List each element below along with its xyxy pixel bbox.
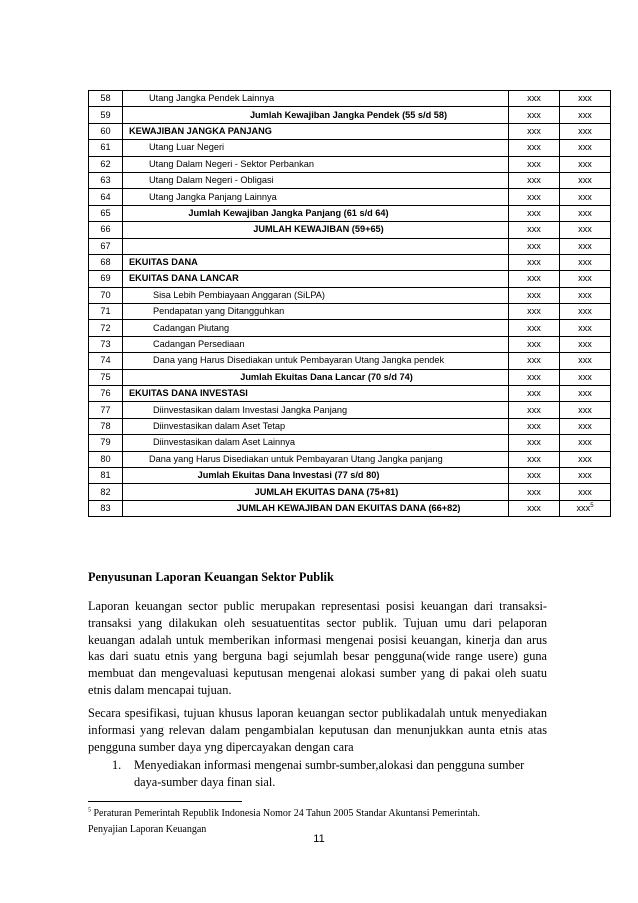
value-cell: xxx — [560, 189, 611, 205]
row-description: JUMLAH EKUITAS DANA (75+81) — [123, 484, 509, 500]
value-cell: xxx — [560, 467, 611, 483]
value-cell: xxx — [560, 238, 611, 254]
table-row — [89, 369, 611, 385]
row-number: 63 — [89, 172, 123, 188]
row-number: 69 — [89, 271, 123, 287]
value-cell: xxx — [560, 172, 611, 188]
row-number: 59 — [89, 107, 123, 123]
table-row — [89, 91, 611, 107]
table-row — [89, 287, 611, 303]
value-cell: xxx — [560, 304, 611, 320]
value-cell: xxx — [509, 402, 560, 418]
value-cell: xxx — [509, 320, 560, 336]
value-cell: xxx — [509, 386, 560, 402]
footnote-marker: 5 — [590, 502, 594, 509]
row-description: Jumlah Kewajiban Jangka Pendek (55 s/d 58) — [123, 107, 509, 123]
value-cell: xxx — [560, 287, 611, 303]
value-cell: xxx — [509, 467, 560, 483]
value-cell: xxx — [509, 140, 560, 156]
row-number: 81 — [89, 467, 123, 483]
table-row — [89, 435, 611, 451]
table-row — [89, 238, 611, 254]
value-cell: xxx — [560, 484, 611, 500]
value-cell: xxx — [509, 500, 560, 516]
row-description: JUMLAH KEWAJIBAN DAN EKUITAS DANA (66+82) — [123, 500, 509, 516]
row-number: 75 — [89, 369, 123, 385]
row-description: Diinvestasikan dalam Aset Tetap — [123, 418, 509, 434]
row-number: 74 — [89, 353, 123, 369]
row-description: Utang Jangka Panjang Lainnya — [123, 189, 509, 205]
table-row — [89, 467, 611, 483]
table-row — [89, 484, 611, 500]
row-number: 73 — [89, 336, 123, 352]
row-description: Jumlah Ekuitas Dana Investasi (77 s/d 80) — [123, 467, 509, 483]
value-cell: xxx — [509, 172, 560, 188]
table-row — [89, 205, 611, 221]
value-cell: xxx — [509, 435, 560, 451]
row-description: EKUITAS DANA LANCAR — [123, 271, 509, 287]
row-description: Utang Luar Negeri — [123, 140, 509, 156]
value-cell: xxx — [509, 484, 560, 500]
paragraph: Laporan keuangan sector public merupakan representasi posisi keuangan dari transaksi-transaksi yang dilakukan oleh sesuatuentitas sector publik. Tujuan umu dari pelaporan keuangan adalah untuk memberikan informasi mengenai posisi keuangan, kinerja dan arus kas dari suatu etnis yang berguna bagi sejumlah besar pengguna(wide range usere) guna membuat dan mengevaluasi keputusan mengenai alokasi sumber yang di pakai oleh suatu etnis dalam mencapai tujuan. — [88, 599, 547, 697]
row-number: 60 — [89, 123, 123, 139]
row-number: 72 — [89, 320, 123, 336]
row-number: 71 — [89, 304, 123, 320]
value-cell: xxx — [509, 304, 560, 320]
table-row — [89, 402, 611, 418]
table-row — [89, 254, 611, 270]
balance-sheet-table — [88, 90, 611, 517]
value-cell: xxx — [509, 369, 560, 385]
row-number: 83 — [89, 500, 123, 516]
row-description: Dana yang Harus Disediakan untuk Pembayaran Utang Jangka pendek — [123, 353, 509, 369]
value-cell: xxx — [560, 123, 611, 139]
footnote-line: Penyajian Laporan Keuangan — [88, 824, 207, 835]
row-description: EKUITAS DANA — [123, 254, 509, 270]
value-cell: xxx — [560, 336, 611, 352]
row-description: Diinvestasikan dalam Investasi Jangka Panjang — [123, 402, 509, 418]
value-cell: xxx — [509, 123, 560, 139]
row-number: 82 — [89, 484, 123, 500]
table-row — [89, 172, 611, 188]
value-cell: xxx — [560, 418, 611, 434]
value-cell: xxx — [509, 451, 560, 467]
table-row — [89, 451, 611, 467]
row-number: 67 — [89, 238, 123, 254]
value-cell: xxx — [560, 386, 611, 402]
table-row — [89, 386, 611, 402]
row-number: 66 — [89, 222, 123, 238]
row-number: 77 — [89, 402, 123, 418]
table-row — [89, 418, 611, 434]
value-cell: xxx — [509, 189, 560, 205]
table-row — [89, 304, 611, 320]
section-heading: Penyusunan Laporan Keuangan Sektor Publik — [88, 570, 334, 584]
row-number: 64 — [89, 189, 123, 205]
row-description: Utang Jangka Pendek Lainnya — [123, 91, 509, 107]
value-cell: xxx — [560, 320, 611, 336]
table-row — [89, 353, 611, 369]
value-cell: xxx — [509, 222, 560, 238]
table-row — [89, 123, 611, 139]
value-cell: xxx — [560, 156, 611, 172]
value-cell: xxx — [509, 238, 560, 254]
value-cell: xxx — [509, 353, 560, 369]
value-cell: xxx — [509, 205, 560, 221]
row-number: 76 — [89, 386, 123, 402]
value-cell: xxx — [509, 271, 560, 287]
row-description: Utang Dalam Negeri - Obligasi — [123, 172, 509, 188]
value-cell: xxx — [560, 254, 611, 270]
value-cell: xxx — [560, 402, 611, 418]
page-number: 11 — [313, 833, 325, 845]
list-number: 1. — [112, 758, 122, 772]
value-cell: xxx — [509, 107, 560, 123]
row-description: Cadangan Piutang — [123, 320, 509, 336]
footnote-divider — [88, 801, 242, 802]
value-cell: xxx — [560, 369, 611, 385]
value-cell: xxx — [509, 254, 560, 270]
table-row — [89, 140, 611, 156]
row-description: Sisa Lebih Pembiayaan Anggaran (SiLPA) — [123, 287, 509, 303]
table-row — [89, 189, 611, 205]
row-description: Utang Dalam Negeri - Sektor Perbankan — [123, 156, 509, 172]
value-cell: xxx — [560, 205, 611, 221]
value-cell: xxx — [560, 91, 611, 107]
row-description: Jumlah Ekuitas Dana Lancar (70 s/d 74) — [123, 369, 509, 385]
row-description: Dana yang Harus Disediakan untuk Pembayaran Utang Jangka panjang — [123, 451, 509, 467]
table-row — [89, 336, 611, 352]
value-cell: xxx — [560, 222, 611, 238]
value-cell: xxx — [560, 107, 611, 123]
table-row — [89, 107, 611, 123]
value-cell: xxx — [560, 140, 611, 156]
row-description: KEWAJIBAN JANGKA PANJANG — [123, 123, 509, 139]
row-description: Diinvestasikan dalam Aset Lainnya — [123, 435, 509, 451]
value-cell: xxx — [560, 271, 611, 287]
row-number: 65 — [89, 205, 123, 221]
list-text: Menyediakan informasi mengenai sumbr-sumber,alokasi dan pengguna sumber daya-sumber daya finan sial. — [134, 758, 525, 789]
row-description — [123, 238, 509, 254]
row-description: Pendapatan yang Ditangguhkan — [123, 304, 509, 320]
value-cell: xxx — [509, 156, 560, 172]
value-cell: xxx — [509, 91, 560, 107]
value-cell: xxx — [509, 287, 560, 303]
table-row — [89, 156, 611, 172]
value-cell: xxx — [509, 418, 560, 434]
row-description: JUMLAH KEWAJIBAN (59+65) — [123, 222, 509, 238]
value-cell: xxx — [560, 451, 611, 467]
row-number: 78 — [89, 418, 123, 434]
value-cell: xxx — [560, 435, 611, 451]
row-description: Jumlah Kewajiban Jangka Panjang (61 s/d 64) — [123, 205, 509, 221]
value-cell: xxx — [509, 336, 560, 352]
table-row — [89, 271, 611, 287]
row-description: Cadangan Persediaan — [123, 336, 509, 352]
row-number: 68 — [89, 254, 123, 270]
row-number: 58 — [89, 91, 123, 107]
paragraph: Secara spesifikasi, tujuan khusus laporan keuangan sector publikadalah untuk menyediakan informasi yang relevan dalam pengambialan keputusan dan menunjukkan aunta etnis atas pengguna sumber daya yng dipercayakan dengan cara — [88, 706, 547, 754]
value-cell: xxx — [560, 353, 611, 369]
table-row — [89, 320, 611, 336]
footnote-line: Peraturan Pemerintah Republik Indonesia Nomor 24 Tahun 2005 Standar Akuntansi Pemerintah. — [93, 808, 481, 819]
row-number: 80 — [89, 451, 123, 467]
row-number: 62 — [89, 156, 123, 172]
row-number: 61 — [89, 140, 123, 156]
row-number: 79 — [89, 435, 123, 451]
row-description: EKUITAS DANA INVESTASI — [123, 386, 509, 402]
footnote-marker: 5 — [88, 807, 91, 814]
row-number: 70 — [89, 287, 123, 303]
table-row — [89, 222, 611, 238]
table-row — [89, 500, 611, 516]
value-cell: xxx$^5$ — [560, 500, 611, 516]
